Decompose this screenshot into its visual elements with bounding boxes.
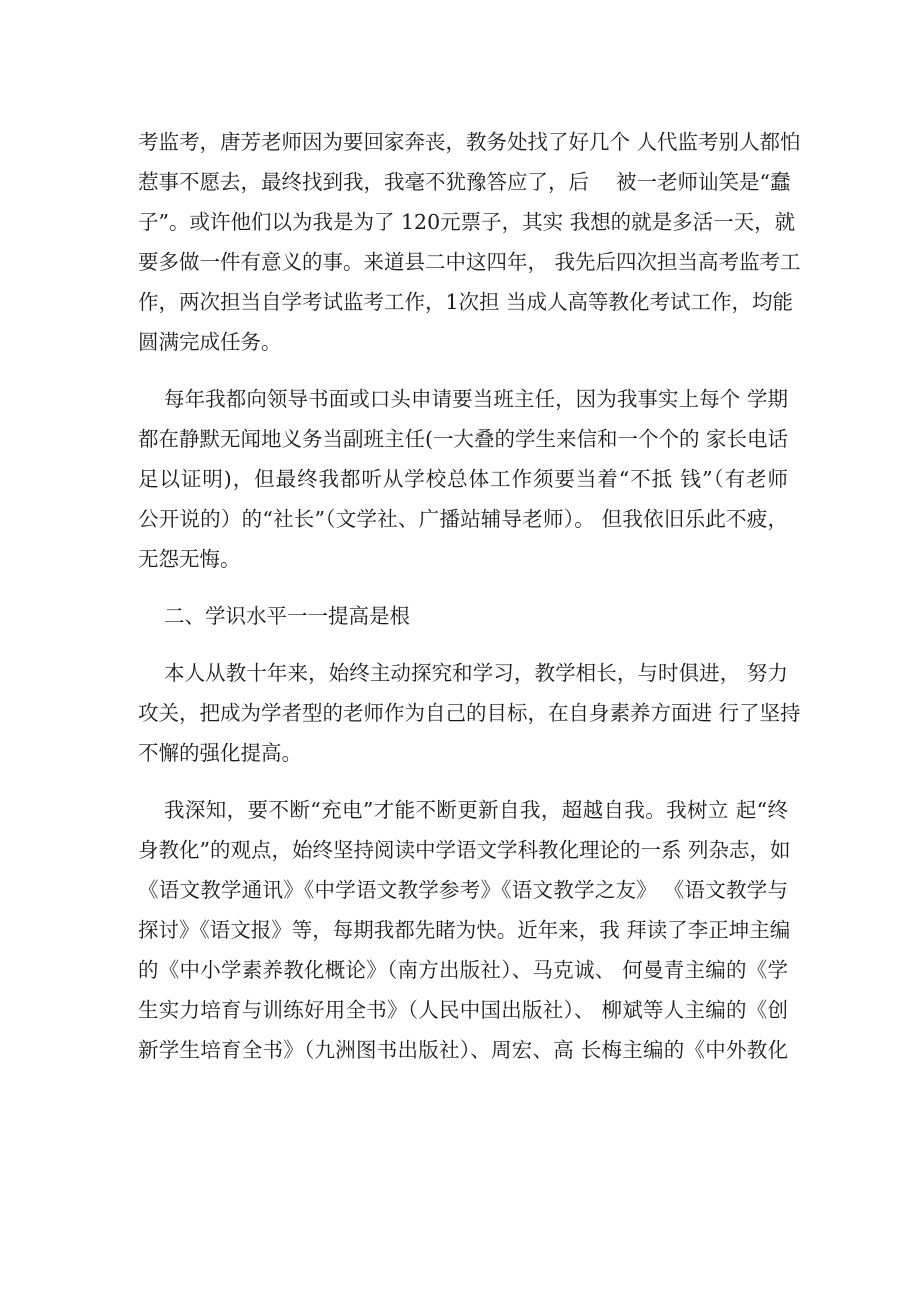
paragraph-self-improvement xyxy=(138,653,801,773)
paragraph-class-teacher xyxy=(138,379,788,579)
text-line: 都在静默无闻地义务当副班主任(一大叠的学生来信和一个个的 家长电话 xyxy=(138,427,789,451)
paragraph-exam-invigilation xyxy=(138,122,801,362)
text-line: 惹事不愿去，最终找到我，我毫不犹豫答应了，后 被一老师讪笑是“蠢 xyxy=(138,170,791,194)
heading-text: 二、学识水平一一提高是根 xyxy=(164,604,410,628)
text-line: 公开说的）的“社长”（文学社、广播站辅导老师）。 但我依旧乐此不疲， xyxy=(138,507,788,531)
text-line: 子”。或许他们以为我是为了 120元票子，其实 我想的就是多活一天，就 xyxy=(138,210,796,234)
text-line: 考监考，唐芳老师因为要回家奔丧，教务处找了好几个 人代监考别人都怕 xyxy=(138,130,801,154)
text-line: 要多做一件有意义的事。来道县二中这四年， 我先后四次担当高考监考工 xyxy=(138,250,801,274)
text-line: 身教化”的观点，始终坚持阅读中学语文学科教化理论的一系 列杂志，如 xyxy=(138,838,791,862)
paragraph-reading xyxy=(138,790,791,1070)
text-line: 不懈的强化提高。 xyxy=(138,741,302,765)
text-line: 无怨无悔。 xyxy=(138,547,241,571)
text-line: 本人从教十年来，始终主动探究和学习，教学相长，与时俱进， 努力 xyxy=(164,661,788,685)
text-line: 我深知，要不断“充电”才能不断更新自我，超越自我。我树立 起“终 xyxy=(164,798,788,822)
text-line: 探讨》《语文报》等，每期我都先睹为快。近年来，我 拜读了李正坤主编 xyxy=(138,918,791,942)
text-line: 足以证明)，但最终我都听从学校总体工作须要当着“不抵 钱”（有老师 xyxy=(138,467,788,491)
text-line: 的《中小学素养教化概论》（南方出版社）、马克诚、 何曼青主编的《学 xyxy=(138,958,788,982)
section-heading xyxy=(138,596,788,636)
text-line: 生实力培育与训练好用全书》（人民中国出版社）、 柳斌等人主编的《创 xyxy=(138,998,788,1022)
text-line: 每年我都向领导书面或口头申请要当班主任，因为我事实上每个 学期 xyxy=(164,387,788,411)
text-line: 作，两次担当自学考试监考工作，1次担 当成人高等教化考试工作，均能 xyxy=(138,290,794,314)
text-line: 《语文教学通讯》《中学语文教学参考》《语文教学之友》 《语文教学与 xyxy=(138,878,788,902)
text-line: 新学生培育全书》（九洲图书出版社）、周宏、高 长梅主编的《中外教化 xyxy=(138,1038,788,1062)
text-line: 圆满完成任务。 xyxy=(138,330,282,354)
document-body xyxy=(138,122,801,1087)
text-line: 攻关，把成为学者型的老师作为自己的目标，在自身素养方面进 行了坚持 xyxy=(138,701,801,725)
